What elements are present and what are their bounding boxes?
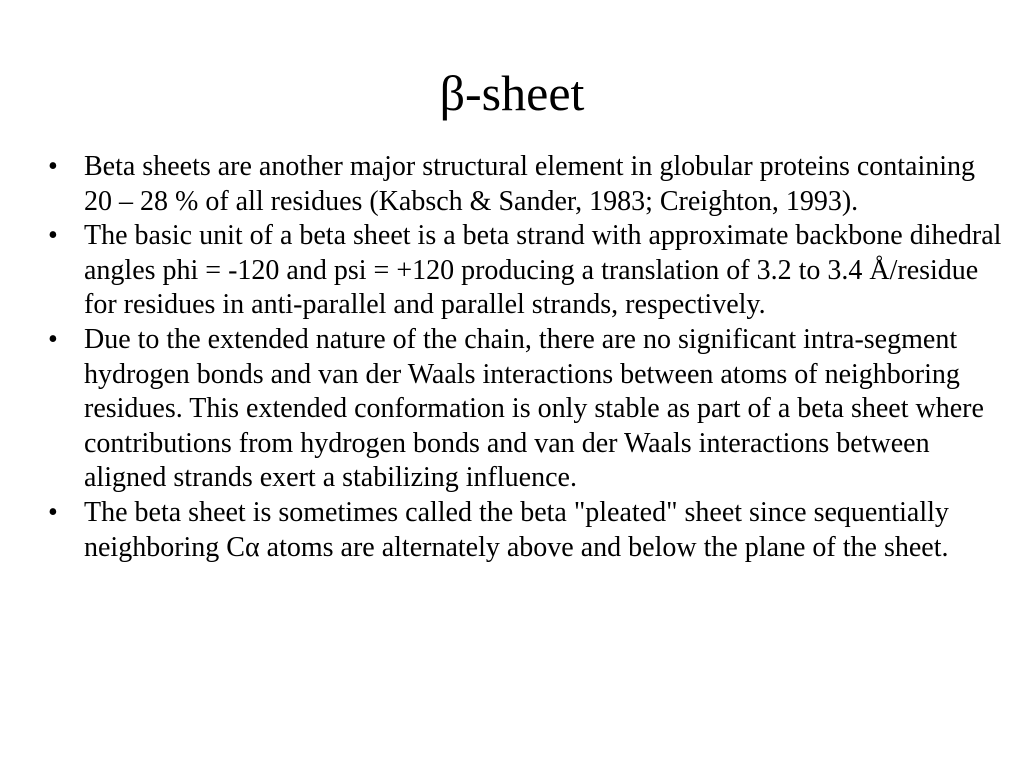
bullet-text: The basic unit of a beta sheet is a beta strand with approximate backbone dihedral angles phi = -120 and psi = +120 producing a translation of 3.2 to 3.4 Å/residue for residues in anti-parallel and parallel strands, respectively. bbox=[84, 220, 1002, 321]
bullet-item bbox=[48, 496, 1008, 565]
bullet-text: The beta sheet is sometimes called the beta "pleated" sheet since sequentially neighboring Cα atoms are alternately above and below the plane of the sheet. bbox=[84, 496, 949, 563]
bullet-item bbox=[48, 323, 1008, 496]
bullet-text: Beta sheets are another major structural element in globular proteins containing 20 – 28 % of all residues (Kabsch & Sander, 1983; Creighton, 1993). bbox=[84, 151, 976, 217]
bullet-list bbox=[48, 150, 1008, 565]
bullet-icon: • bbox=[48, 323, 58, 355]
bullet-icon: • bbox=[48, 496, 58, 528]
slide-title: β-sheet bbox=[439, 65, 585, 121]
bullet-icon: • bbox=[48, 151, 58, 182]
bullet-item bbox=[48, 150, 1008, 219]
bullet-item bbox=[48, 219, 1008, 323]
bullet-text: Due to the extended nature of the chain, there are no significant intra-segment hydrogen bonds and van der Waals interactions between atoms of neighboring residues. This extended conformation is only stable as part of a beta sheet where contributions from hydrogen bonds and van der Waals interactions between aligned strands exert a stabilizing influence. bbox=[84, 323, 984, 494]
bullet-icon: • bbox=[48, 220, 58, 252]
